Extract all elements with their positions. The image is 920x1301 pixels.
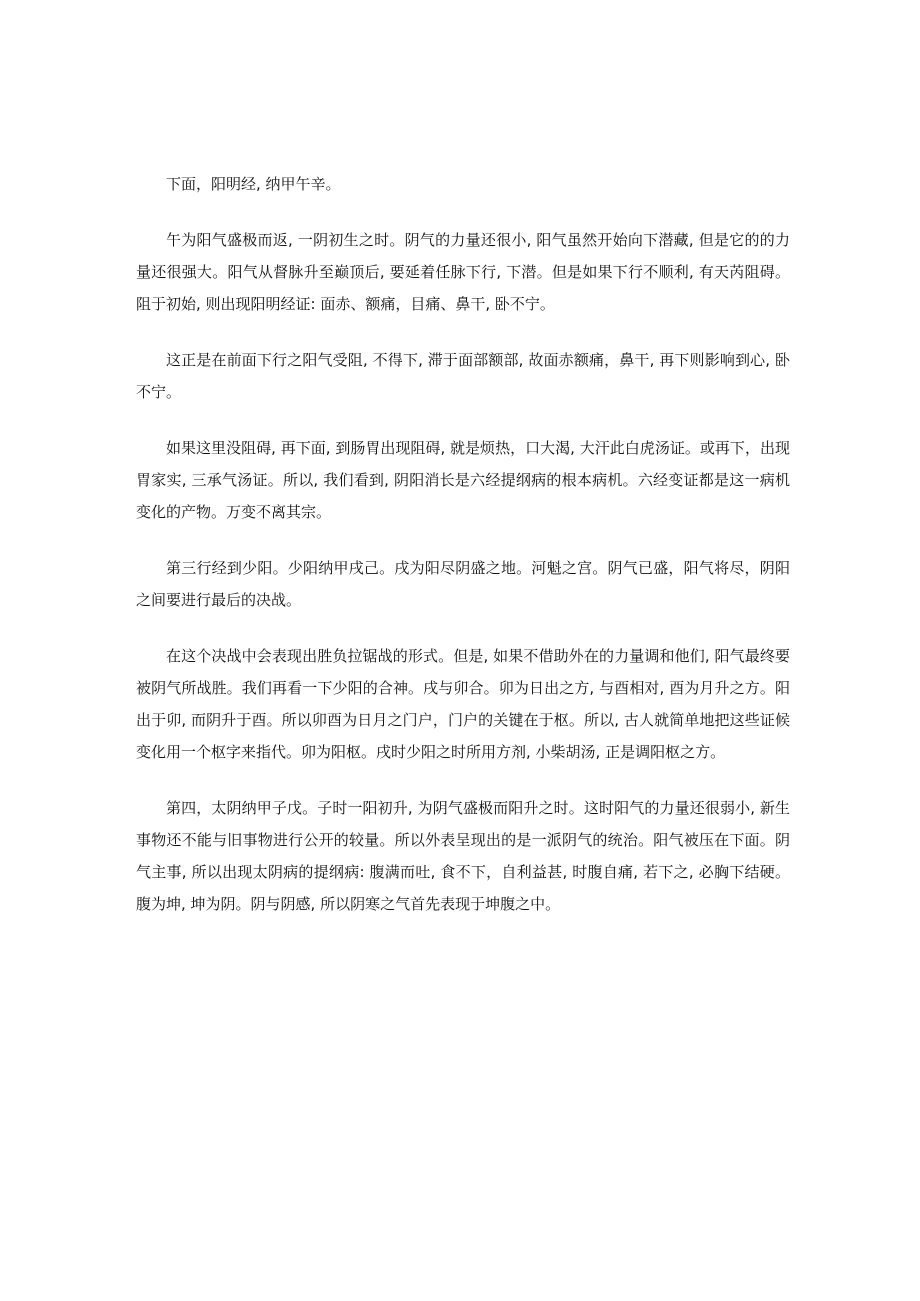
paragraph-5: 第三行经到少阳。少阳纳甲戌己。戌为阳尽阴盛之地。河魁之宫。阴气已盛，阳气将尽，阴阳之间要进行最后的决战。 bbox=[136, 559, 790, 609]
document-body bbox=[136, 168, 790, 944]
paragraph-7: 第四，太阴纳甲子戊。子时一阳初升, 为阴气盛极而阳升之时。这时阳气的力量还很弱小, 新生事物还不能与旧事物进行公开的较量。所以外表呈现出的是一派阴气的统治。阳气被压在下面。阴气主事, 所以出现太阴病的提纲病: 腹满而吐, 食不下，自利益甚, 时腹自痛, 若下之, 必胸下结硬。腹为坤, 坤为阴。阴与阴感, 所以阴寒之气首先表现于坤腹之中。 bbox=[136, 799, 790, 913]
paragraph-2: 午为阳气盛极而返, 一阴初生之时。阴气的力量还很小, 阳气虽然开始向下潜藏, 但是它的的力量还很强大。阳气从督脉升至巅顶后, 要延着任脉下行, 下潜。但是如果下行不顺利, 有天芮阻碍。阻于初始, 则出现阳明经证: 面赤、额痛，目痛、鼻干, 卧不宁。 bbox=[136, 231, 790, 313]
paragraph-6: 在这个决战中会表现出胜负拉锯战的形式。但是, 如果不借助外在的力量调和他们, 阳气最终要被阴气所战胜。我们再看一下少阳的合神。戌与卯合。卯为日出之方, 与酉相对, 酉为月升之方。阳出于卯, 而阴升于酉。所以卯酉为日月之门户，门户的关键在于枢。所以, 古人就简单地把这些证候变化用一个枢字来指代。卯为阳枢。戌时少阳之时所用方剂, 小柴胡汤, 正是调阳枢之方。 bbox=[136, 647, 790, 761]
paragraph-4: 如果这里没阻碍, 再下面, 到肠胃出现阻碍, 就是烦热，口大渴, 大汗此白虎汤证。或再下，出现胃家实, 三承气汤证。所以, 我们看到, 阴阳消长是六经提纲病的根本病机。六经变证都是这一病机变化的产物。万变不离其宗。 bbox=[136, 439, 790, 521]
paragraph-1: 下面，阳明经, 纳甲午辛。 bbox=[166, 175, 341, 193]
paragraph-3: 这正是在前面下行之阳气受阻, 不得下, 滞于面部额部, 故面赤额痛，鼻干, 再下则影响到心, 卧不宁。 bbox=[136, 351, 790, 401]
